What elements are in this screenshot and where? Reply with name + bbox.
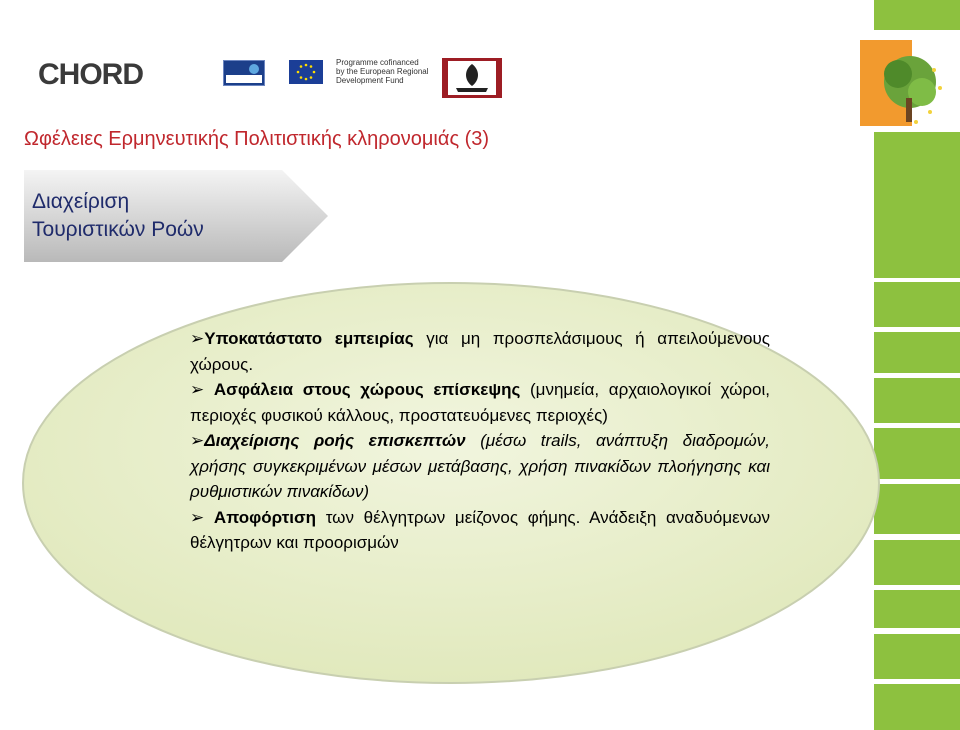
euromed-logo (223, 60, 265, 86)
decor-stripe (874, 282, 960, 327)
decor-stripe (874, 378, 960, 423)
fund-text: Programme cofinanced by the European Regional Development Fund (336, 58, 429, 85)
arrow-bullet-icon: ➢ (190, 380, 205, 399)
arrow-bullet-icon: ➢ (190, 431, 205, 450)
bullet-list (190, 326, 770, 556)
decor-stripe (874, 332, 960, 373)
arrow-bullet-icon: ➢ (190, 507, 205, 527)
list-item: ➢ Αποφόρτιση των θέλγητρων μείζονος φήμης. Ανάδειξη αναδυόμενων θέλγητρων και προορισμών (190, 507, 770, 552)
chord-logo: CHORD (38, 58, 143, 91)
decor-stripe (874, 684, 960, 730)
decor-stripe (874, 484, 960, 534)
crest-logo (442, 58, 502, 98)
list-item: ➢ Ασφάλεια στους χώρους επίσκεψης (μνημεία, αρχαιολογικοί χώροι, περιοχές φυσικού κάλλους, προστατευόμενες περιοχές) (190, 380, 770, 425)
tree-logo (860, 40, 946, 130)
decor-stripe (874, 634, 960, 679)
list-item: ➢Διαχείρισης ροής επισκεπτών (μέσω trails, ανάπτυξη διαδρομών, χρήσης συγκεκριμένων μέσων μετάβασης, χρήση πινακίδων πλοήγησης και ρυθμιστικών πινακίδων) (190, 431, 771, 501)
decor-stripe (874, 590, 960, 628)
decor-stripe-top (874, 0, 960, 30)
banner-text: Διαχείριση Τουριστικών Ροών (32, 190, 204, 241)
eu-flag-icon (289, 60, 323, 84)
decor-stripe (874, 132, 960, 278)
page-title: Ωφέλειες Ερμηνευτικής Πολιτιστικής κληρονομιάς (3) (24, 128, 490, 150)
list-item: ➢Υποκατάστατο εμπειρίας για μη προσπελάσιμους ή απειλούμενους χώρους. (190, 329, 770, 374)
decor-stripe (874, 540, 960, 585)
arrow-bullet-icon: ➢ (190, 329, 205, 348)
decor-stripe (874, 428, 960, 479)
